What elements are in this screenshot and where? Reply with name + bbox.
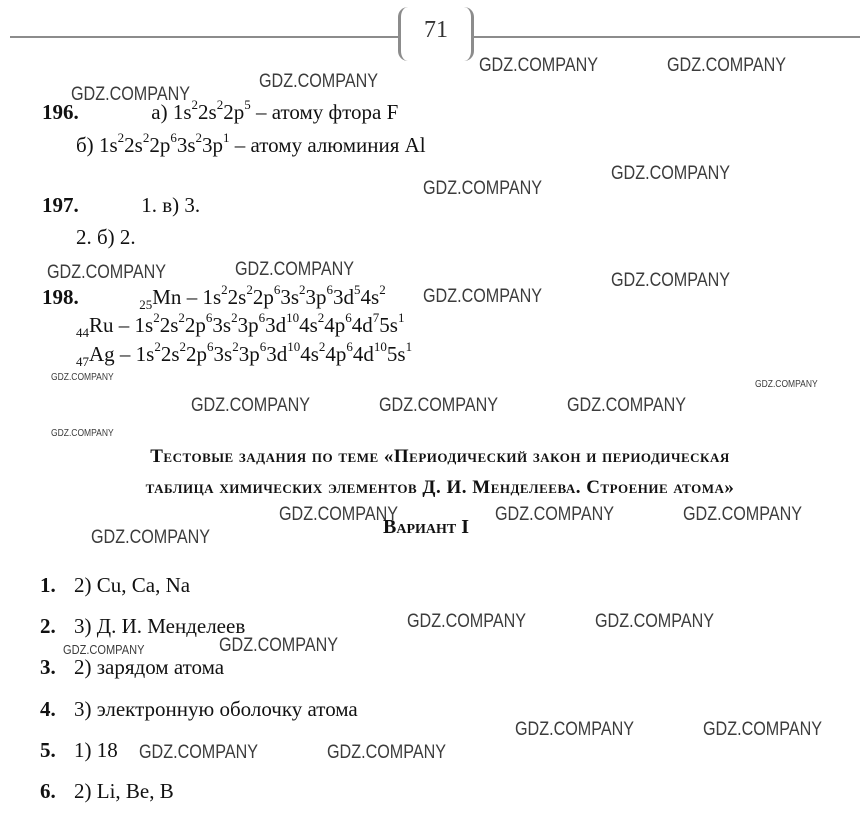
header-rule-right [474, 36, 860, 38]
watermark: GDZ.COMPANY [611, 270, 731, 291]
watermark: GDZ.COMPANY [423, 178, 543, 199]
watermark: GDZ.COMPANY [423, 286, 543, 307]
header-rule-left [10, 36, 398, 38]
watermark: GDZ.COMPANY [47, 262, 167, 283]
formula-fluorine: $1s^22s^22p^5$ [172, 97, 251, 124]
problem-196-number: 196. [42, 100, 79, 124]
watermark: GDZ.COMPANY [91, 527, 211, 548]
section-title-line-2: таблица химических элементов Д. И. Менделеева. Строение атома» [145, 477, 735, 498]
problem-197-answer-1: 1. в) 3. [141, 193, 201, 217]
answer-number: 3. [40, 655, 56, 679]
watermark: GDZ.COMPANY [51, 428, 114, 439]
answer-text: 2) Cu, Ca, Na [74, 573, 191, 597]
aluminium-text: – атому алюминия Al [234, 133, 426, 157]
watermark: GDZ.COMPANY [219, 635, 339, 656]
formula-ruthenium: $_{44}Ru - 1s^22s^22p^63s^23p^63d^{10}4s^24p^64d^75s^1$ [76, 310, 405, 340]
watermark: GDZ.COMPANY [379, 395, 499, 416]
answer-number: 2. [40, 614, 56, 638]
variant-heading: Вариант I [383, 516, 470, 538]
watermark: GDZ.COMPANY [479, 55, 599, 76]
watermark: GDZ.COMPANY [63, 642, 145, 657]
watermark: GDZ.COMPANY [595, 611, 715, 632]
label-b: б) [76, 133, 94, 157]
watermark: GDZ.COMPANY [51, 372, 114, 383]
problem-198-line-mn [42, 282, 386, 312]
answer-number: 1. [40, 573, 56, 597]
answer-text: 3) Д. И. Менделеев [74, 614, 246, 638]
answer-number: 5. [40, 738, 56, 762]
watermark: GDZ.COMPANY [259, 71, 379, 92]
problem-198-line-ru [76, 310, 405, 340]
watermark: GDZ.COMPANY [495, 504, 615, 525]
problem-198-number: 198. [42, 285, 79, 309]
problem-196-line-b [76, 130, 426, 158]
answer-number: 6. [40, 779, 56, 803]
watermark: GDZ.COMPANY [139, 742, 259, 763]
problem-197-line-1 [42, 193, 200, 218]
watermark: GDZ.COMPANY [279, 504, 399, 525]
answer-number: 4. [40, 697, 56, 721]
watermark: GDZ.COMPANY [755, 379, 818, 390]
formula-silver: $_{47}Ag - 1s^22s^22p^63s^23p^63d^{10}4s^24p^64d^{10}5s^1$ [76, 339, 413, 369]
watermark: GDZ.COMPANY [667, 55, 787, 76]
problem-197-line-2: 2. б) 2. [76, 225, 136, 249]
label-a: а) [151, 100, 168, 124]
fluorine-text: – атому фтора F [255, 100, 399, 124]
answer-item [40, 614, 245, 639]
answer-item [40, 697, 358, 722]
page-number-frame [398, 7, 474, 61]
watermark: GDZ.COMPANY [191, 395, 311, 416]
answer-text: 1) 18 [74, 738, 118, 762]
watermark: GDZ.COMPANY [515, 719, 635, 740]
answer-item [40, 779, 174, 804]
watermark: GDZ.COMPANY [235, 259, 355, 280]
answer-item [40, 655, 224, 680]
answer-item [40, 573, 190, 598]
watermark: GDZ.COMPANY [327, 742, 447, 763]
problem-198-line-ag [76, 339, 413, 369]
formula-manganese: $_{25}Mn - 1s^22s^22p^63s^23p^63d^54s^2$ [139, 282, 386, 312]
formula-aluminium: $1s^22s^22p^63s^23p^1$ [98, 130, 230, 157]
problem-197-number: 197. [42, 193, 79, 217]
answer-item [40, 738, 118, 763]
watermark: GDZ.COMPANY [71, 84, 191, 105]
answer-text: 3) электронную оболочку атома [74, 697, 358, 721]
watermark: GDZ.COMPANY [683, 504, 803, 525]
watermark: GDZ.COMPANY [567, 395, 687, 416]
watermark: GDZ.COMPANY [407, 611, 527, 632]
section-title-line-1: Тестовые задания по теме «Периодический закон и периодическая [150, 446, 730, 467]
page-number: 71 [424, 17, 448, 43]
watermark: GDZ.COMPANY [703, 719, 823, 740]
answer-text: 2) Li, Be, B [74, 779, 174, 803]
answer-text: 2) зарядом атома [74, 655, 225, 679]
watermark: GDZ.COMPANY [611, 163, 731, 184]
